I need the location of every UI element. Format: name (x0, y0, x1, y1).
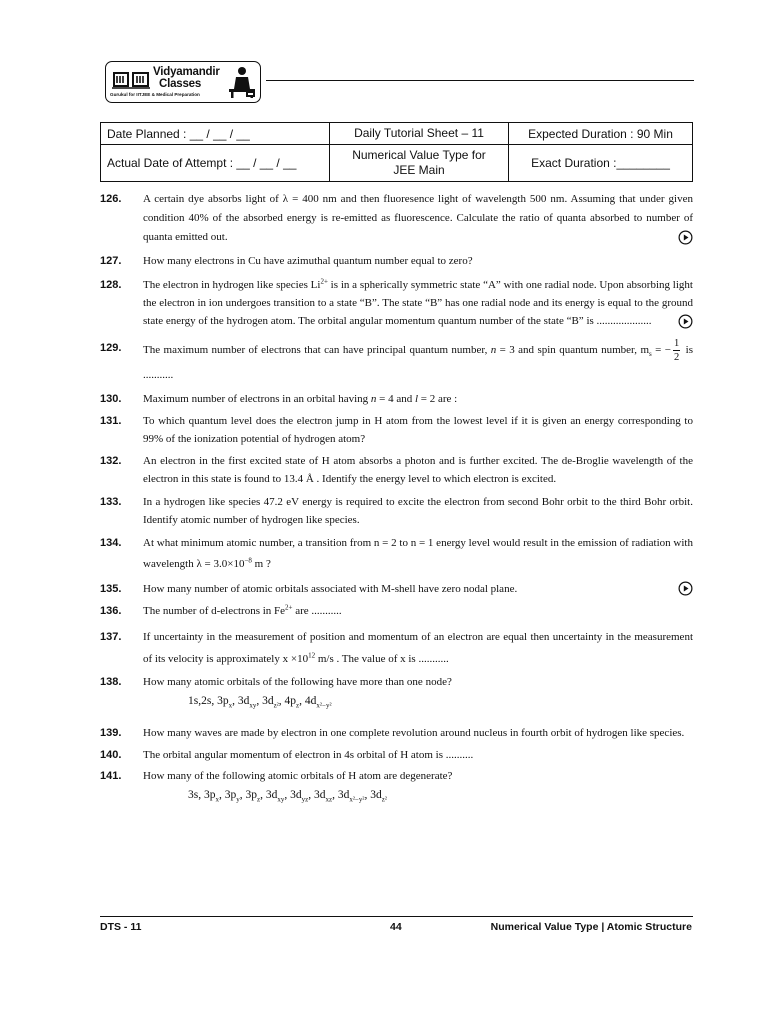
superscript: −8 (244, 556, 252, 565)
question-text: An electron in the first excited state of H atom absorbs a photon and is further excited. The de-Broglie wavelength of the electron in this state is found to 13.4 Å . Identify the energy level to which electron is excited. (143, 454, 693, 485)
orbital: 1s,2s, 3p (188, 694, 229, 707)
orbital-sub: x (215, 795, 219, 804)
fraction-denominator: 2 (673, 351, 680, 363)
question-text: A certain dye absorbs light of λ = 400 nm and then fluoresence light of wavelength 500 nm. Assuming that under given condition 40% of the absorbed energy is re-emitted as fluorescence. Calculate the ratio of quanta absorbed to number of quanta emitted out. (143, 193, 693, 244)
header-rule (266, 80, 694, 81)
var-n: n (370, 392, 377, 405)
orbital: , 3d (332, 788, 350, 801)
var-l: l (414, 392, 419, 405)
question-text: How many number of atomic orbitals associated with M-shell have zero nodal plane. (143, 583, 518, 596)
orbital: , 3d (232, 694, 250, 707)
question-number: 128. (100, 278, 122, 291)
question-number: 136. (100, 605, 122, 618)
orbital-list (143, 692, 693, 711)
orbital: , 3d (308, 788, 326, 801)
question-138 (100, 673, 693, 711)
date-planned: Date Planned : __ / __ / __ (101, 123, 330, 145)
expected-duration: Expected Duration : 90 Min (509, 123, 693, 145)
sheet-type-line2: JEE Main (393, 163, 445, 177)
orbital: , 4d (299, 694, 317, 707)
equals-minus: = − (651, 343, 671, 356)
question-140 (100, 746, 693, 765)
orbital-list (143, 786, 693, 805)
question-text: The electron in hydrogen like species Li (143, 278, 321, 291)
orbital-sub: z (256, 795, 261, 804)
question-text-cont: m ? (251, 558, 271, 571)
question-list (100, 190, 693, 805)
superscript: 2+ (320, 277, 328, 286)
question-number: 139. (100, 726, 122, 739)
orbital-sub: z² (381, 795, 387, 804)
var-n: n (490, 343, 497, 356)
fraction-numerator: 1 (673, 337, 680, 349)
question-number: 134. (100, 537, 122, 550)
logo-tagline: Gurukul for IITJEE & Medical Preparation (110, 92, 200, 97)
question-number: 137. (100, 630, 122, 643)
question-128 (100, 276, 693, 331)
question-number: 132. (100, 454, 122, 467)
question-136 (100, 602, 693, 621)
question-text-end: = 2 are : (418, 392, 458, 405)
orbital: , 3p (218, 788, 237, 801)
play-circle-icon[interactable] (678, 230, 693, 245)
question-number: 138. (100, 675, 122, 688)
question-text: The number of d-electrons in Fe (143, 605, 286, 618)
question-number: 129. (100, 341, 122, 354)
orbital-sub: x²−y² (349, 795, 365, 804)
question-number: 141. (100, 769, 122, 782)
footer-subject: Numerical Value Type | Atomic Structure (490, 921, 692, 933)
orbital-sub: z (296, 701, 300, 710)
question-text: If uncertainty in the measurement of position and momentum of an electron are equal then uncertainty in the measurement of its velocity is approximately x ×10 (143, 630, 693, 665)
question-129 (100, 337, 693, 386)
orbital-sub: x (228, 701, 233, 710)
orbital: 3s, 3p (188, 788, 216, 801)
question-text-cont: = 3 and spin quantum number, (496, 343, 641, 356)
orbital: , 3d (256, 694, 274, 707)
question-text: To which quantum level does the electron jump in H atom from the lowest level if it is given an energy corresponding to 99% of the ionization potential of hydrogen atom? (143, 414, 693, 445)
question-133 (100, 494, 693, 529)
orbital: , 3d (364, 788, 382, 801)
question-139 (100, 724, 693, 743)
question-number: 140. (100, 749, 122, 762)
question-text: At what minimum atomic number, a transition from n = 2 to n = 1 energy level would result in the emission of radiation with wavelength λ = 3.0×10 (143, 537, 693, 571)
question-text: How many electrons in Cu have azimuthal quantum number equal to zero? (143, 254, 473, 267)
orbital: , 3d (260, 788, 278, 801)
books-logo-icon (111, 68, 151, 90)
orbital-sub: y (236, 795, 240, 804)
orbital-sub: xy (277, 795, 285, 804)
question-text-end: is ........... (143, 343, 693, 381)
orbital-sub: z² (273, 701, 279, 710)
exact-duration: Exact Duration :________ (509, 145, 693, 182)
play-circle-icon[interactable] (678, 314, 693, 329)
logo (105, 61, 261, 103)
orbital-sub: xz (325, 795, 333, 804)
orbital-sub: yz (301, 795, 309, 804)
orbital-sub: x²−y² (316, 701, 332, 710)
question-number: 131. (100, 414, 122, 427)
ms-symbol: m (640, 343, 650, 356)
sheet-type-line1: Numerical Value Type for (352, 148, 486, 162)
sheet-type (330, 145, 509, 182)
orbital: , 3p (239, 788, 257, 801)
question-text: How many waves are made by electron in one complete revolution around nucleus in fourth orbit of hydrogen like species. (143, 726, 685, 739)
logo-line1: Vidyamandir (153, 66, 220, 78)
question-number: 127. (100, 254, 122, 267)
footer-sheet-id: DTS - 11 (100, 921, 142, 933)
question-text: Maximum number of electrons in an orbital having (143, 392, 371, 405)
superscript: 12 (308, 650, 316, 659)
info-table (100, 122, 693, 182)
question-text: In a hydrogen like species 47.2 eV energy is required to excite the electron from second Bohr orbit to the third Bohr orbit. Identify atomic number of hydrogen like species. (143, 496, 693, 526)
question-number: 133. (100, 496, 122, 509)
question-126 (100, 190, 693, 248)
question-137 (100, 626, 693, 670)
question-text-cont: is in a spherically symmetric state “A” with one radial node. Upon absorbing light the electron in ion undergoes transition to a state “B”. The state “B” has one radial node and its energy is equal to the ground state energy of the hydrogen atom. The orbital angular momentum quantum number of the state “B” is .................... (143, 278, 693, 328)
actual-date: Actual Date of Attempt : __ / __ / __ (101, 145, 330, 182)
question-134 (100, 533, 693, 575)
play-circle-icon[interactable] (678, 581, 693, 596)
question-text: How many of the following atomic orbitals of H atom are degenerate? (143, 769, 453, 782)
question-130 (100, 390, 693, 409)
question-135 (100, 578, 693, 600)
logo-line2: Classes (159, 78, 202, 90)
orbital: , 3d (284, 788, 302, 801)
footer-rule (100, 916, 693, 917)
orbital: , 4p (278, 694, 297, 707)
question-text: The orbital angular momentum of electron in 4s orbital of H atom is .......... (143, 749, 474, 762)
question-number: 126. (100, 193, 122, 205)
question-number: 130. (100, 392, 122, 405)
question-text: The maximum number of electrons that can have principal quantum number, (143, 343, 491, 356)
question-text-cont: = 4 and (376, 392, 415, 405)
question-127 (100, 252, 693, 271)
student-desk-icon (226, 65, 258, 99)
question-text: How many atomic orbitals of the following have more than one node? (143, 675, 452, 688)
fraction (673, 337, 680, 364)
ms-subscript: s (649, 349, 652, 358)
superscript: 2+ (285, 603, 293, 612)
sheet-title: Daily Tutorial Sheet – 11 (330, 123, 509, 145)
question-132 (100, 453, 693, 488)
orbital-sub: xy (249, 701, 257, 710)
question-141 (100, 767, 693, 805)
page-number: 44 (390, 921, 402, 933)
question-131 (100, 412, 693, 448)
question-text-cont: m/s . The value of x is ........... (315, 652, 449, 665)
question-number: 135. (100, 583, 122, 596)
question-text-cont: are ........... (292, 605, 342, 618)
